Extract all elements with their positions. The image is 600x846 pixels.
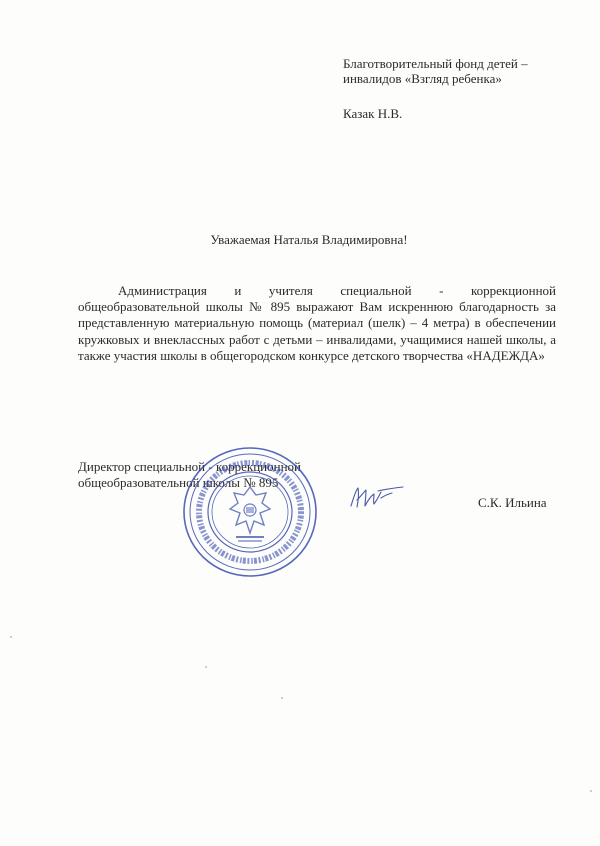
addressee-name: Казак Н.В. [343,106,403,121]
scan-speck [590,790,592,792]
signature-title-line-2: общеобразовательной школы № 895 [78,475,279,490]
official-stamp-seal [180,443,320,581]
signature-title-line-1: Директор специальной - коррекционной [78,459,301,474]
scan-speck [281,697,283,699]
addressee-organization-line-1: Благотворительный фонд детей – [343,56,528,71]
handwritten-signature [348,482,406,512]
salutation: Уважаемая Наталья Владимировна! [210,232,408,247]
scan-speck [10,636,12,638]
addressee-block [343,56,583,121]
scan-speck [205,666,207,668]
signer-name: С.К. Ильина [478,495,547,510]
addressee-organization-line-2: инвалидов «Взгляд ребенка» [343,71,502,86]
letter-body: Администрация и учителя специальной - коррекционной общеобразовательной школы № 895 выражают Вам искреннюю благодарность за представленную материальную помощь (материал (шелк) – 4 метра) в обеспечении кружковых и внеклассных работ с детьми – инвалидами, учащимися нашей школы, а также участия школы в общегородском конкурсе детского творчества «НАДЕЖДА» [78,283,556,363]
